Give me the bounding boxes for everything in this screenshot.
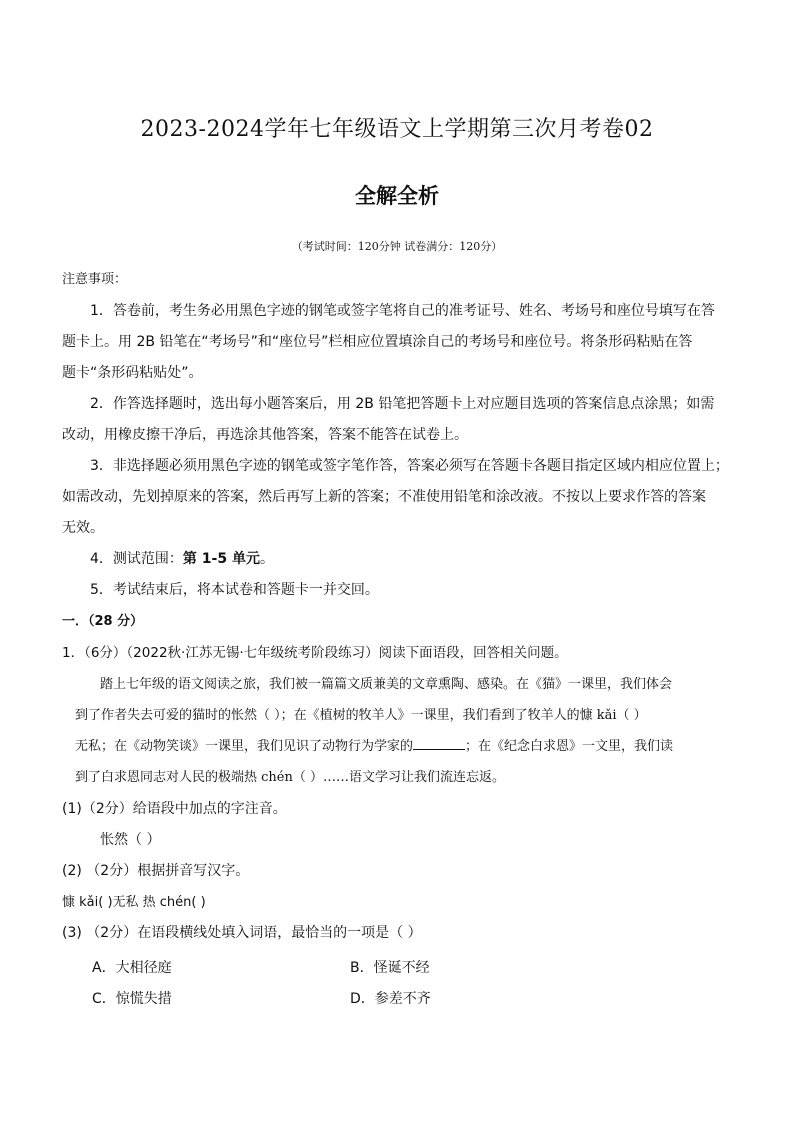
note-1-line-2: 题卡上。用 2B 铅笔在“考场号”和“座位号”栏相应位置填涂自己的考场号和座位号。将条形码粘贴在答 — [62, 334, 693, 350]
passage-line-3a: 无私；在《动物笑谈》一课里，我们见识了动物行为学家的 — [75, 739, 414, 754]
note-1-line-3: 题卡“条形码粘贴处”。 — [62, 365, 203, 381]
sub-question-1: (1)（2分）给语段中加点的字注音。 — [62, 801, 287, 817]
question-1-stem: 1．（6分）（2022秋·江苏无锡·七年级统考阶段练习）阅读下面语段，回答相关问题。 — [62, 645, 568, 661]
option-b: B．怪诞不经 — [350, 960, 430, 976]
note-4-suffix: 。 — [259, 551, 274, 567]
passage-line-1: 踏上七年级的语文阅读之旅，我们被一篇篇文质兼美的文章熏陶、感染。在《猫》一课里，我们体会 — [100, 677, 673, 692]
note-3-line-2: 如需改动，先划掉原来的答案，然后再写上新的答案；不准使用铅笔和涂改液。不按以上要求作答的答案 — [62, 489, 706, 505]
note-1-line-1: 1．答卷前，考生务必用黑色字迹的钢笔或签字笔将自己的准考证号、姓名、考场号和座位号填写在答 — [90, 303, 715, 319]
passage-line-2: 到了作者失去可爱的猫时的怅然（ ）；在《植树的牧羊人》一课里，我们看到了牧羊人的慷 kǎi（ ） — [75, 708, 647, 723]
fill-blank — [413, 737, 465, 750]
note-3-line-1: 3．非选择题必须用黑色字迹的钢笔或签字笔作答，答案必须写在答题卡各题目指定区域内相应位置上； — [90, 458, 729, 474]
document-subtitle: 全解全析 — [355, 184, 439, 208]
sub-question-3: (3) （2分）在语段横线处填入词语，最恰当的一项是（ ） — [62, 925, 422, 941]
option-c: C．惊慌失措 — [92, 991, 172, 1007]
sub-question-1-answer: 怅然（ ） — [100, 832, 161, 848]
exam-info: （考试时间：120分钟 试卷满分：120分） — [291, 240, 503, 253]
passage-line-3b: ；在《纪念白求恩》一文里，我们读 — [465, 739, 674, 754]
option-d: D．参差不齐 — [350, 991, 431, 1007]
note-4-scope: 第 1-5 单元 — [182, 551, 260, 567]
note-5: 5．考试结束后，将本试卷和答题卡一并交回。 — [90, 582, 379, 598]
document-title: 2023-2024学年七年级语文上学期第三次月考卷02 — [140, 117, 654, 142]
section-heading: 一．（28 分） — [62, 614, 144, 629]
note-2-line-1: 2．作答选择题时，选出每小题答案后，用 2B 铅笔把答题卡上对应题目选项的答案信息点涂黑；如需 — [90, 396, 715, 412]
notes-heading: 注意事项： — [62, 272, 128, 287]
passage-line-3 — [75, 731, 725, 762]
note-4-prefix: 4．测试范围： — [90, 551, 183, 567]
sub-question-2-answer: 慷 kǎi( )无私 热 chén( ) — [62, 895, 206, 910]
sub-question-2: (2) （2分）根据拼音写汉字。 — [62, 863, 250, 879]
passage-line-4: 到了白求恩同志对人民的极端热 chén（ ）……语文学习让我们流连忘返。 — [75, 770, 505, 785]
note-3-line-3: 无效。 — [62, 520, 104, 536]
note-2-line-2: 改动，用橡皮擦干净后，再选涂其他答案，答案不能答在试卷上。 — [62, 427, 468, 443]
option-a: A．大相径庭 — [92, 960, 172, 976]
note-4 — [90, 544, 736, 575]
